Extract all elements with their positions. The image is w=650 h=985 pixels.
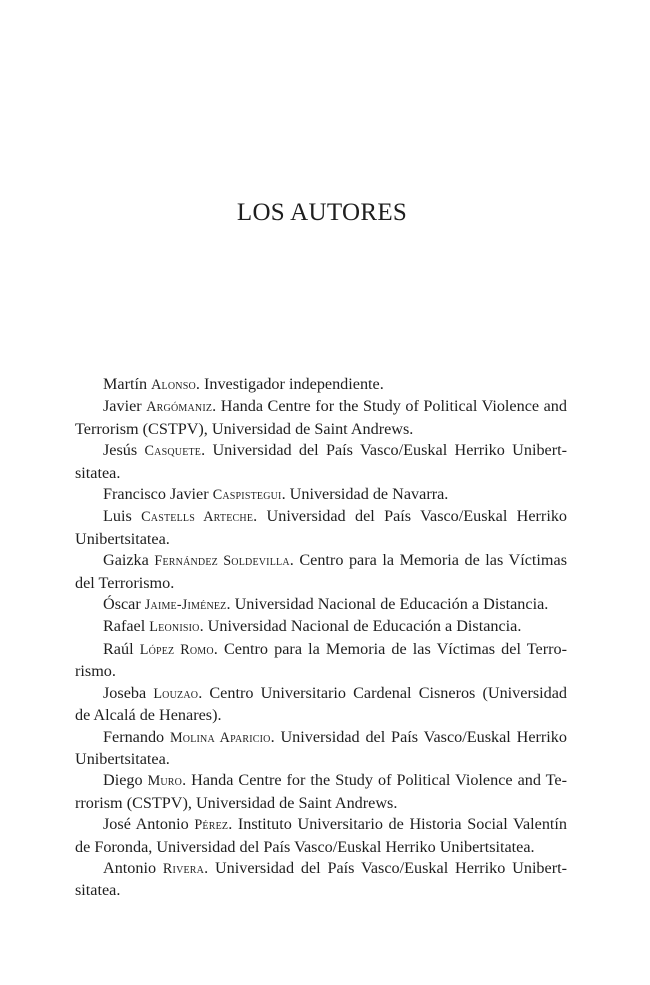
- author-last-name: Muro: [147, 773, 183, 790]
- author-entry: [75, 770, 567, 814]
- author-affiliation: . Universidad de Navarra.: [281, 485, 449, 504]
- author-last-name: Pérez: [194, 817, 229, 834]
- author-first-name: Javier: [103, 397, 147, 416]
- author-first-name: Rafael: [103, 617, 150, 636]
- author-entry: [75, 858, 567, 902]
- author-affiliation: . Universidad del País Vasco/Euskal Herriko Unibertsitatea.: [75, 441, 567, 482]
- author-entry: [75, 550, 567, 594]
- author-affiliation: . Investigador independiente.: [195, 375, 384, 393]
- author-last-name: Fernández Soldevilla: [154, 553, 290, 570]
- author-entry: [75, 374, 567, 396]
- author-entry: [75, 506, 567, 550]
- author-entry: [75, 594, 567, 616]
- author-entry: [75, 440, 567, 484]
- author-first-name: Diego: [103, 771, 148, 790]
- author-affiliation: . Universidad Nacional de Educación a Distancia.: [199, 617, 522, 636]
- author-entry: [75, 639, 567, 683]
- author-last-name: Molina Aparicio: [169, 729, 271, 746]
- author-first-name: Luis: [103, 507, 142, 526]
- author-first-name: Antonio: [103, 858, 163, 877]
- author-last-name: Casquete: [144, 443, 202, 460]
- author-last-name: Alonso: [151, 377, 196, 393]
- author-entry: [75, 616, 567, 638]
- author-first-name: Joseba: [103, 683, 154, 702]
- page-title: LOS AUTORES: [236, 199, 408, 226]
- author-last-name: Jaime-Jiménez: [144, 597, 227, 614]
- author-affiliation: . Centro para la Memoria de las Víctimas del Terrorismo.: [75, 551, 567, 592]
- author-last-name: Louzao: [153, 685, 199, 702]
- author-affiliation: . Instituto Universitario de Historia Social Valentín de Foronda, Universidad del País Vasco/Euskal Herriko Unibertsitatea.: [75, 815, 567, 856]
- author-affiliation: . Universidad del País Vasco/Euskal Herriko Unibertsitatea.: [75, 858, 567, 900]
- author-last-name: Rivera: [162, 860, 205, 877]
- author-first-name: Gaizka: [103, 551, 155, 570]
- author-first-name: Óscar: [103, 595, 145, 614]
- author-entry: [75, 683, 567, 727]
- author-first-name: Jesús: [103, 441, 145, 460]
- author-affiliation: . Handa Centre for the Study of Political Violence and Terrorism (CSTPV), Universidad de Saint Andrews.: [75, 771, 567, 812]
- author-entry: [75, 814, 567, 858]
- author-affiliation: . Centro para la Memoria de las Víctimas del Terrorismo.: [75, 639, 567, 681]
- author-affiliation: . Centro Universitario Cardenal Cisneros (Universidad de Alcalá de Henares).: [75, 683, 568, 725]
- author-entry: [75, 484, 567, 506]
- author-last-name: Castells Arteche: [141, 509, 254, 526]
- author-affiliation: . Universidad del País Vasco/Euskal Herriko Unibertsitatea.: [75, 507, 568, 548]
- author-first-name: Martín: [103, 375, 152, 393]
- author-last-name: Caspistegui: [212, 487, 282, 504]
- author-last-name: Leonisio: [149, 619, 200, 636]
- author-last-name: López Romo: [139, 641, 214, 658]
- author-affiliation: . Universidad Nacional de Educación a Distancia.: [226, 595, 549, 614]
- author-entry: [75, 396, 567, 440]
- author-entry: [75, 727, 567, 771]
- author-affiliation: . Universidad del País Vasco/Euskal Herriko Unibertsitatea.: [75, 727, 567, 768]
- author-first-name: Raúl: [103, 639, 140, 658]
- author-list: [75, 374, 567, 902]
- author-affiliation: . Handa Centre for the Study of Political Violence and Terrorism (CSTPV), Universidad de Saint Andrews.: [75, 397, 567, 438]
- author-first-name: Fernando: [103, 727, 170, 746]
- author-first-name: Francisco Javier: [103, 485, 213, 504]
- author-first-name: José Antonio: [103, 815, 195, 834]
- author-last-name: Argómaniz: [146, 399, 213, 416]
